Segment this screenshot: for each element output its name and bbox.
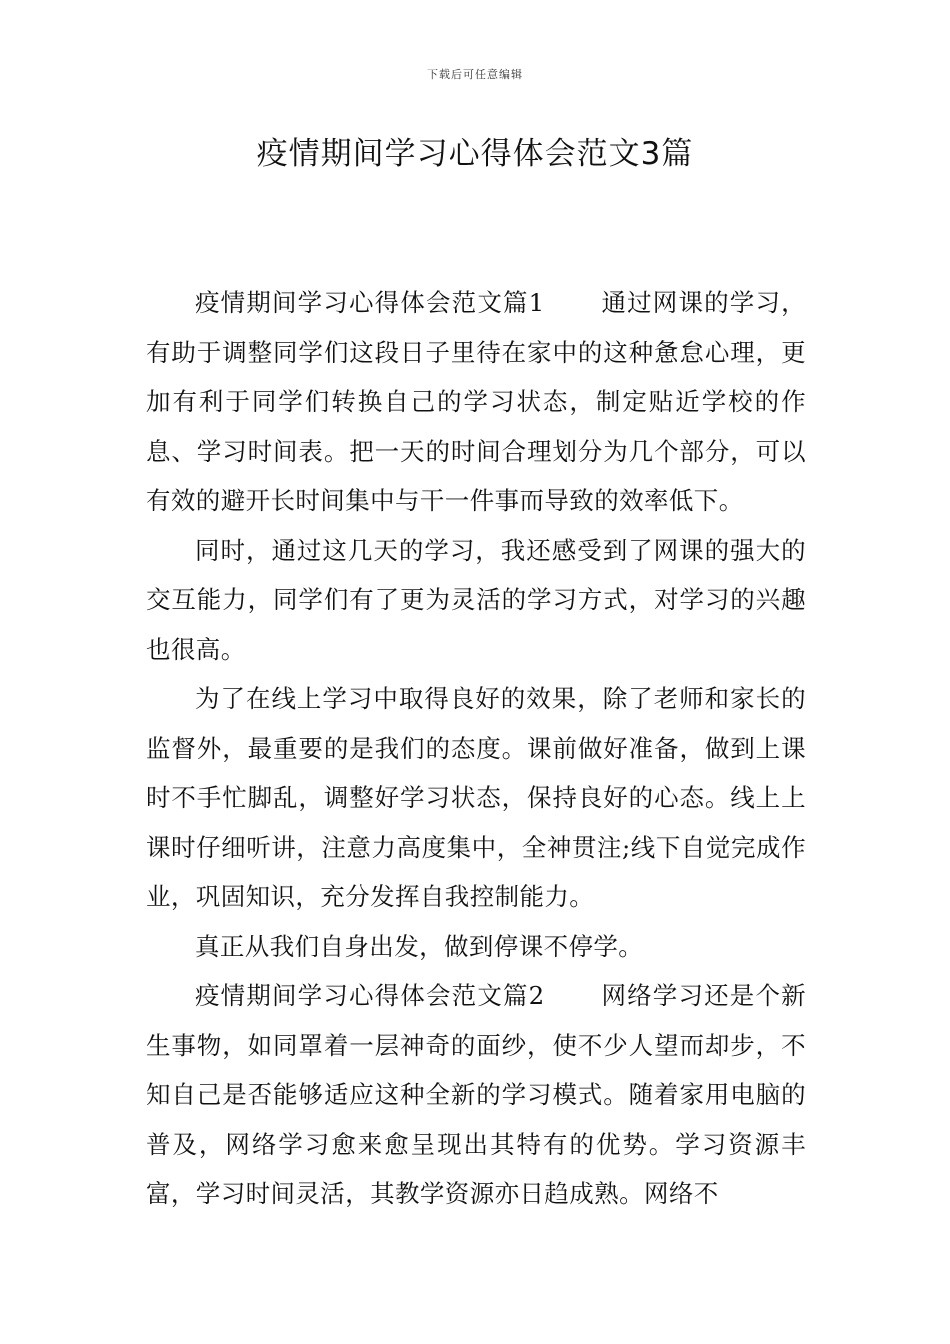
header-note: 下载后可任意编辑	[427, 68, 523, 81]
paragraph-1	[146, 278, 806, 526]
section-heading-1: 疫情期间学习心得体会范文篇1	[195, 288, 545, 317]
document-body	[146, 278, 806, 1219]
paragraph-3	[146, 674, 806, 922]
paragraph-text: 为了在线上学习中取得良好的效果，除了老师和家长的监督外，最重要的是我们的态度。课前做好准备，做到上课时不手忙脚乱，调整好学习状态，保持良好的心态。线上上课时仔细听讲，注意力高度集中，全神贯注;线下自觉完成作业，巩固知识，充分发挥自我控制能力。	[146, 684, 806, 911]
paragraph-text: 网络学习还是个新生事物，如同罩着一层神奇的面纱，使不少人望而却步，不知自己是否能够适应这种全新的学习模式。随着家用电脑的普及，网络学习愈来愈呈现出其特有的优势。学习资源丰富，学习时间灵活，其教学资源亦日趋成熟。网络不	[146, 981, 807, 1208]
paragraph-text: 真正从我们自身出发，做到停课不停学。	[195, 931, 644, 961]
paragraph-2	[146, 526, 806, 675]
paragraph-5	[146, 971, 806, 1219]
paragraph-text: 通过网课的学习，有助于调整同学们这段日子里待在家中的这种惫怠心理，更加有利于同学们转换自己的学习状态，制定贴近学校的作息、学习时间表。把一天的时间合理划分为几个部分，可以有效的避开长时间集中与干一件事而导致的效率低下。	[146, 288, 807, 515]
paragraph-4	[146, 922, 806, 972]
paragraph-text: 同时，通过这几天的学习，我还感受到了网课的强大的交互能力，同学们有了更为灵活的学习方式，对学习的兴趣也很高。	[146, 535, 806, 664]
document-title: 疫情期间学习心得体会范文3篇	[256, 136, 694, 172]
section-heading-2: 疫情期间学习心得体会范文篇2	[195, 981, 545, 1010]
